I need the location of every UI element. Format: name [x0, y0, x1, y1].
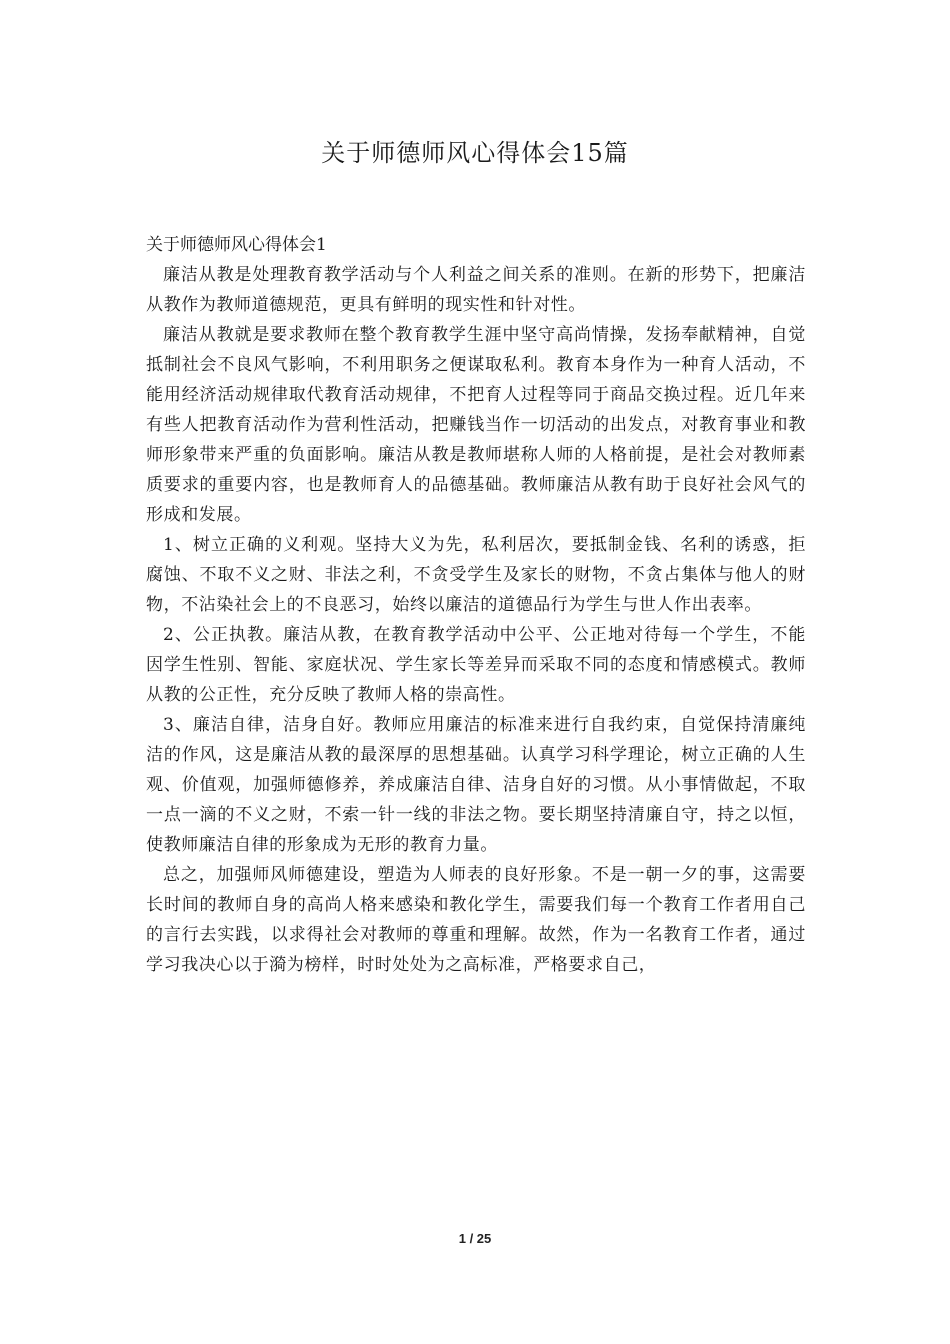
paragraph-1: 廉洁从教是处理教育教学活动与个人利益之间关系的准则。在新的形势下，把廉洁从教作为教师道德规范，更具有鲜明的现实性和针对性。 [146, 265, 806, 315]
section-title: 关于师德师风心得体会1 [146, 235, 327, 255]
paragraph-2: 廉洁从教就是要求教师在整个教育教学生涯中坚守高尚情操，发扬奉献精神，自觉抵制社会不良风气影响，不利用职务之便谋取私利。教育本身作为一种育人活动，不能用经济活动规律取代教育活动规律，不把育人过程等同于商品交换过程。近几年来有些人把教育活动作为营利性活动，把赚钱当作一切活动的出发点，对教育事业和教师形象带来严重的负面影响。廉洁从教是教师堪称人师的人格前提，是社会对教师素质要求的重要内容，也是教师育人的品德基础。教师廉洁从教有助于良好社会风气的形成和发展。 [146, 325, 806, 525]
page-number: 1 / 25 [458, 1231, 492, 1246]
paragraph-6: 总之，加强师风师德建设，塑造为人师表的良好形象。不是一朝一夕的事，这需要长时间的教师自身的高尚人格来感染和教化学生，需要我们每一个教育工作者用自己的言行去实践，以求得社会对教师的尊重和理解。故然，作为一名教育工作者，通过学习我决心以于漪为榜样，时时处处为之高标准，严格要求自己， [146, 865, 806, 975]
paragraph-4: 2、公正执教。廉洁从教，在教育教学活动中公平、公正地对待每一个学生，不能因学生性别、智能、家庭状况、学生家长等差异而采取不同的态度和情感模式。教师从教的公正性，充分反映了教师人格的崇高性。 [146, 625, 806, 705]
document-title: 关于师德师风心得体会15篇 [321, 139, 629, 167]
document-body [146, 230, 806, 980]
paragraph-5: 3、廉洁自律，洁身自好。教师应用廉洁的标准来进行自我约束，自觉保持清廉纯洁的作风，这是廉洁从教的最深厚的思想基础。认真学习科学理论，树立正确的人生观、价值观，加强师德修养，养成廉洁自律、洁身自好的习惯。从小事情做起，不取一点一滴的不义之财，不索一针一线的非法之物。要长期坚持清廉自守，持之以恒，使教师廉洁自律的形象成为无形的教育力量。 [146, 715, 806, 855]
paragraph-3: 1、树立正确的义利观。坚持大义为先，私利居次，要抵制金钱、名利的诱惑，拒腐蚀、不取不义之财、非法之利，不贪受学生及家长的财物，不贪占集体与他人的财物，不沾染社会上的不良恶习，始终以廉洁的道德品行为学生与世人作出表率。 [146, 535, 806, 615]
